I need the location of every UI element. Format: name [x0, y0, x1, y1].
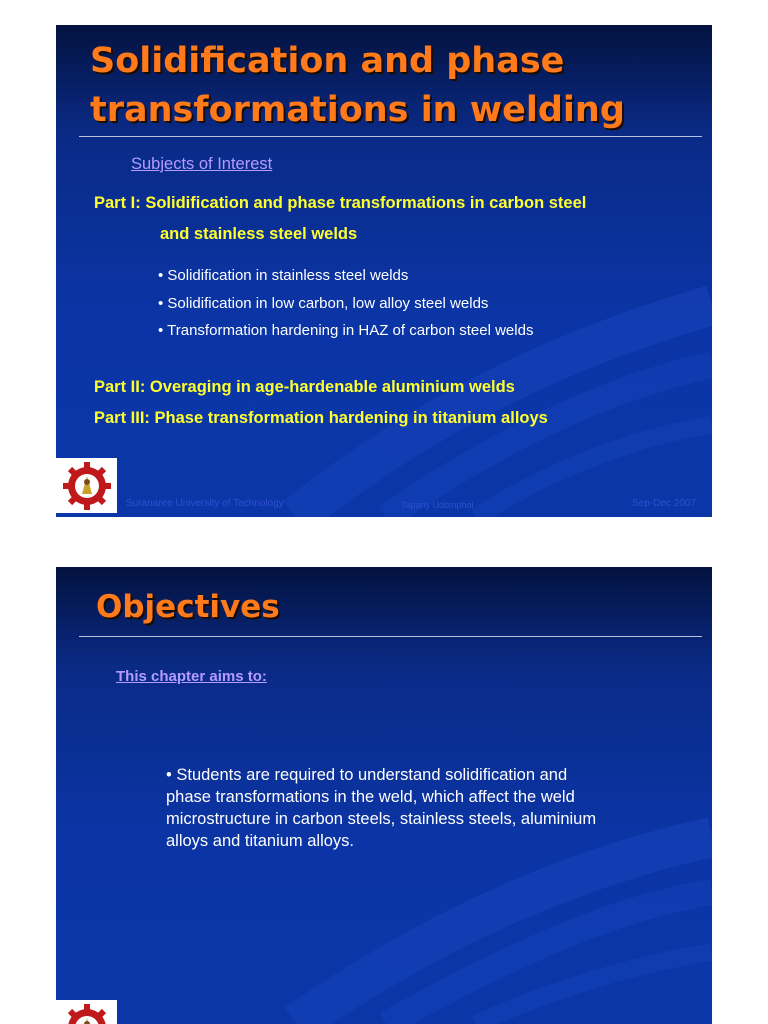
subjects-of-interest-link[interactable]: Subjects of Interest	[131, 155, 273, 173]
title-divider	[79, 136, 702, 137]
title-line-2: transformations in welding	[90, 90, 625, 130]
slide-1	[56, 25, 712, 517]
body-line: alloys and titanium alloys.	[166, 832, 355, 850]
chapter-aims-link[interactable]: This chapter aims to:	[116, 668, 267, 685]
slide-title	[90, 37, 625, 135]
body-line: phase transformations in the weld, which affect the weld	[166, 788, 575, 806]
gear-emblem-icon	[61, 1002, 113, 1024]
footer-university: Suranaree University of Technology	[126, 498, 284, 509]
footer-date: Sep-Dec 2007	[632, 498, 696, 509]
part-1-heading-line-1: Part I: Solidification and phase transformations in carbon steel	[94, 194, 587, 212]
bullet-item: • Transformation hardening in HAZ of carbon steel welds	[158, 322, 534, 339]
footer-author: Tapany Udomphol	[401, 500, 474, 510]
slide-2	[56, 567, 712, 1024]
bullet-item: • Solidification in stainless steel welds	[158, 267, 409, 284]
title-line-1: Solidification and phase	[90, 41, 565, 81]
body-line: microstructure in carbon steels, stainless steels, aluminium	[166, 810, 597, 828]
gear-emblem-icon	[61, 460, 113, 512]
slide-title: Objectives	[96, 589, 280, 625]
part-1-heading-line-2: and stainless steel welds	[160, 225, 358, 243]
objectives-body	[166, 764, 636, 852]
body-line: • Students are required to understand solidification and	[166, 766, 568, 784]
university-logo	[56, 1000, 117, 1024]
part-3-heading: Part III: Phase transformation hardening in titanium alloys	[94, 409, 548, 427]
university-logo	[56, 458, 117, 513]
bullet-item: • Solidification in low carbon, low alloy steel welds	[158, 295, 489, 312]
title-divider	[79, 636, 702, 637]
part-2-heading: Part II: Overaging in age-hardenable aluminium welds	[94, 378, 515, 396]
